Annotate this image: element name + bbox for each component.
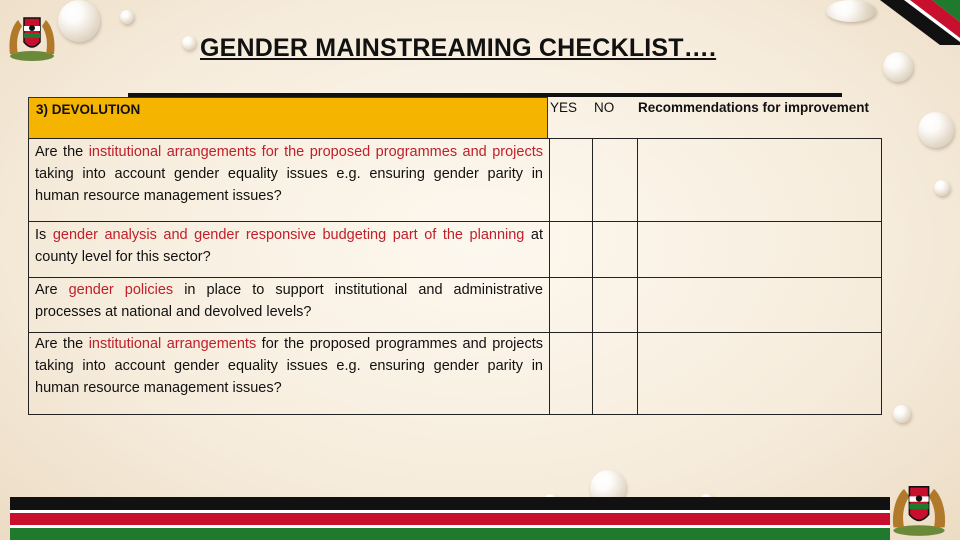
page-title: GENDER MAINSTREAMING CHECKLIST…. (200, 34, 717, 62)
question-text: Are gender policies in place to support institutional and administrative processes at national and devolved levels? (35, 282, 543, 320)
no-cell[interactable] (592, 277, 638, 333)
col-header-recommendations: Recommendations for improvement (638, 100, 870, 115)
recommendation-cell[interactable] (637, 138, 882, 222)
decorative-bubble (120, 10, 134, 24)
yes-cell[interactable] (549, 138, 593, 222)
kenya-coat-of-arms-icon (886, 474, 952, 538)
kenya-flag-icon (880, 0, 960, 45)
section-header: 3) DEVOLUTION (36, 102, 141, 117)
col-header-no: NO (594, 100, 615, 115)
yes-cell[interactable] (549, 332, 593, 415)
question-text: Is gender analysis and gender responsive budgeting part of the planning at county level for this sector? (35, 227, 543, 265)
recommendation-cell[interactable] (637, 277, 882, 333)
col-header-yes: YES (550, 100, 578, 115)
no-cell[interactable] (592, 221, 638, 278)
decorative-bubble (893, 405, 911, 423)
yes-cell[interactable] (549, 277, 593, 333)
question-text: Are the institutional arrangements for the proposed programmes and projects taking into account gender equality issues e.g. ensuring gender parity in human resource management issues? (35, 144, 543, 204)
checklist-table (28, 97, 882, 415)
decorative-bubble (58, 0, 100, 42)
recommendation-cell[interactable] (637, 332, 882, 415)
decorative-bubble (883, 52, 913, 82)
recommendation-cell[interactable] (637, 221, 882, 278)
decorative-bubble (934, 180, 950, 196)
question-text: Are the institutional arrangements for the proposed programmes and projects taking into account gender equality issues e.g. ensuring gender parity in human resource management issues? (35, 336, 543, 396)
kenya-coat-of-arms-icon (2, 4, 62, 64)
no-cell[interactable] (592, 332, 638, 415)
decorative-bubble (918, 112, 954, 148)
decorative-bubble (826, 0, 876, 22)
flag-stripes (10, 495, 890, 540)
no-cell[interactable] (592, 138, 638, 222)
decorative-bubble (182, 36, 196, 50)
yes-cell[interactable] (549, 221, 593, 278)
